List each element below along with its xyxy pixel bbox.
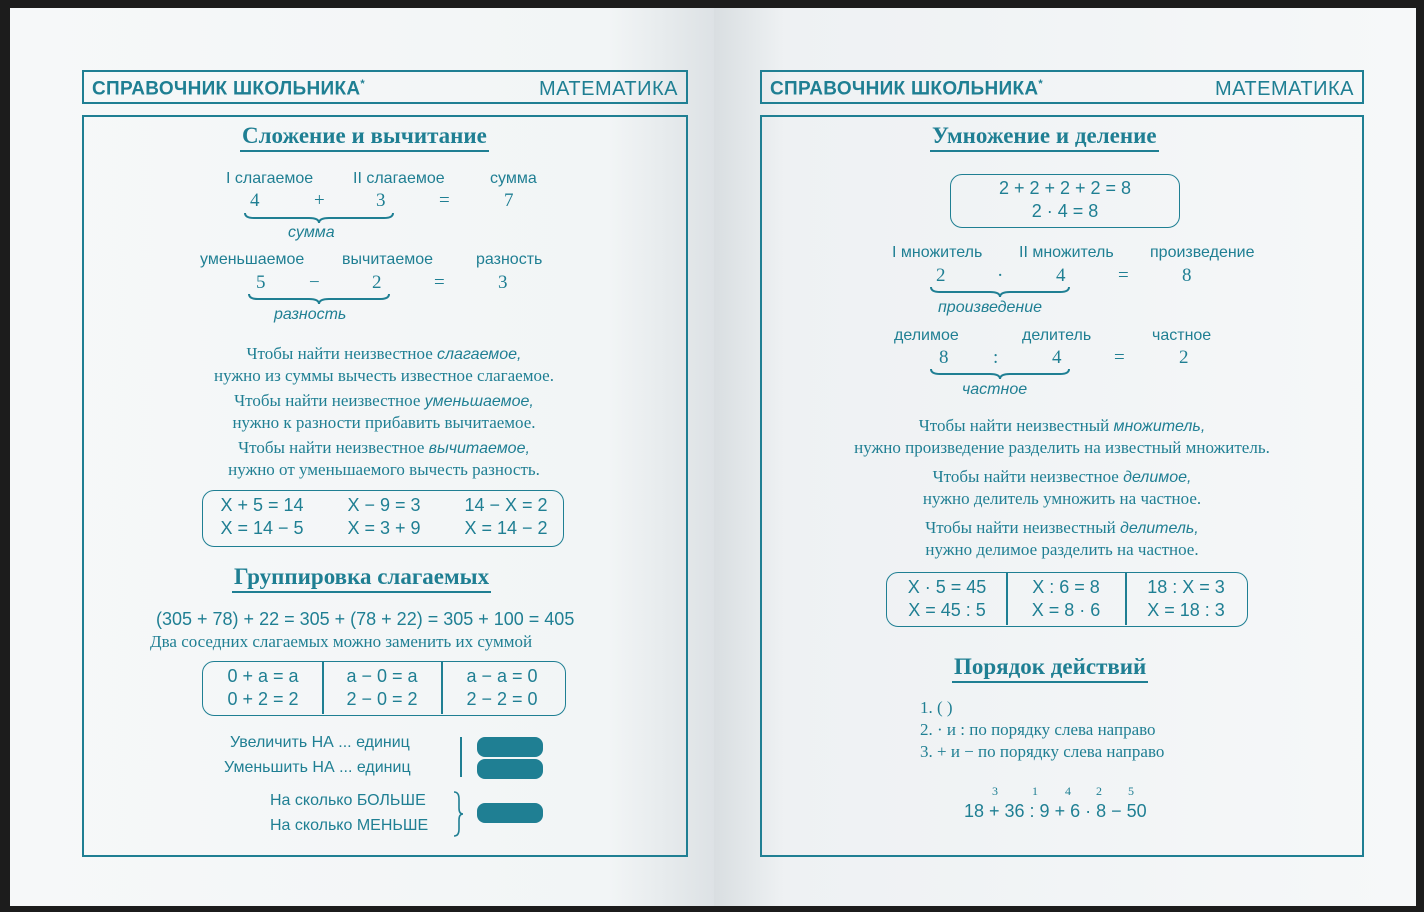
header-subject: МАТЕМАТИКА (1214, 78, 1354, 100)
dividend-value: 8 (939, 347, 949, 368)
less-label: На сколько МЕНЬШЕ (270, 817, 429, 834)
multiplication-examples-table (886, 572, 1248, 627)
sum-value: 7 (504, 190, 514, 211)
label-subtrahend: вычитаемое (342, 251, 434, 268)
grouping-formula: (305 + 78) + 22 = 305 + (78 + 22) = 305 + 100 = 405 (156, 609, 575, 629)
sum-brace-label: сумма (288, 224, 335, 241)
more-label: На сколько БОЛЬШЕ (270, 792, 426, 809)
example-1: X · 5 = 45 X = 45 : 5 (907, 577, 987, 620)
example-3: 14 − X = 2 X = 14 − 2 (464, 495, 548, 538)
equals-sign: = (1114, 347, 1125, 368)
minuend-value: 5 (256, 272, 266, 293)
order-step: 3. + и − по порядку слева направо (920, 742, 1165, 761)
left-page (10, 8, 714, 906)
example-3: 18 : X = 3 X = 18 : 3 (1147, 577, 1225, 620)
equals-sign: = (439, 190, 450, 211)
label-factor-1: I множитель (892, 244, 983, 261)
label-dividend: делимое (894, 327, 959, 344)
right-header (760, 70, 1364, 104)
bracket-line (460, 737, 462, 777)
difference-brace-label: разность (274, 306, 347, 323)
order-step: 1. ( ) (920, 698, 953, 717)
step-number: 4 (1065, 784, 1071, 798)
rule-dividend: Чтобы найти неизвестное делимое, нужно делитель умножить на частное. (922, 467, 1202, 508)
rule-addend: Чтобы найти неизвестное слагаемое, нужно из суммы вычесть известное слагаемое. (214, 344, 554, 385)
right-page (714, 8, 1416, 906)
colon-sign: : (993, 347, 999, 368)
label-sum: сумма (490, 170, 537, 187)
quotient-value: 2 (1179, 347, 1189, 368)
product-value: 8 (1182, 265, 1192, 286)
minus-sign: − (309, 272, 320, 293)
label-addend-1: I слагаемое (226, 170, 314, 187)
header-subject: МАТЕМАТИКА (538, 78, 678, 100)
addend-1-value: 4 (250, 190, 260, 211)
multiplication-example-box (950, 174, 1180, 228)
addition-title: Сложение и вычитание (240, 123, 489, 152)
order-title: Порядок действий (952, 654, 1148, 683)
rule-subtrahend: Чтобы найти неизвестное вычитаемое, нужно от уменьшаемого вычесть разность. (228, 438, 540, 479)
label-addend-2: II слагаемое (353, 170, 445, 187)
table-cell: 0 + a = a 0 + 2 = 2 (227, 666, 299, 709)
left-header (82, 70, 688, 104)
order-steps (920, 697, 1164, 763)
left-content-frame (82, 115, 688, 857)
step-number: 5 (1128, 784, 1134, 798)
header-title: СПРАВОЧНИК ШКОЛЬНИКА* (770, 78, 1044, 100)
order-step: 2. · и : по порядку слева направо (920, 720, 1156, 739)
decrease-label: Уменьшить НА ... единиц (224, 759, 411, 776)
quotient-brace-icon (930, 368, 1070, 380)
label-minuend: уменьшаемое (200, 251, 305, 268)
step-number: 3 (992, 784, 998, 798)
addend-2-value: 3 (376, 190, 386, 211)
example-2: X : 6 = 8 X = 8 · 6 (1031, 577, 1101, 620)
dot-sign: · (997, 265, 1004, 286)
difference-value: 3 (498, 272, 508, 293)
sum-brace-icon (244, 212, 394, 224)
step-number: 1 (1032, 784, 1038, 798)
grouping-table (202, 661, 566, 716)
grouping-title: Группировка слагаемых (232, 564, 491, 593)
right-content-frame (760, 115, 1364, 857)
label-difference: разность (476, 251, 543, 268)
open-book (10, 8, 1416, 906)
quotient-brace-label: частное (962, 381, 1028, 398)
difference-answer-box (477, 803, 543, 823)
product-brace-label: произведение (938, 299, 1042, 316)
example-lines: 2 + 2 + 2 + 2 = 8 2 · 4 = 8 (998, 178, 1132, 221)
divisor-value: 4 (1052, 347, 1062, 368)
right-brace-icon (452, 791, 464, 837)
decrease-answer-box (477, 759, 543, 779)
rule-divisor: Чтобы найти неизвестный делитель, нужно делимое разделить на частное. (925, 518, 1199, 559)
rule-minuend: Чтобы найти неизвестное уменьшаемое, нужно к разности прибавить вычитаемое. (232, 391, 536, 432)
example-1: X + 5 = 14 X = 14 − 5 (220, 495, 304, 538)
order-expression: 18 + 36 : 9 + 6 · 8 − 50 (964, 801, 1147, 821)
label-factor-2: II множитель (1019, 244, 1114, 261)
table-cell: a − a = 0 2 − 2 = 0 (466, 666, 538, 709)
multiplication-title: Умножение и деление (930, 123, 1159, 152)
equals-sign: = (434, 272, 445, 293)
grouping-caption: Два соседних слагаемых можно заменить их суммой (150, 632, 533, 651)
example-2: X − 9 = 3 X = 3 + 9 (347, 495, 421, 538)
difference-brace-icon (248, 293, 390, 305)
step-number: 2 (1096, 784, 1102, 798)
table-cell: a − 0 = a 2 − 0 = 2 (346, 666, 418, 709)
label-product: произведение (1150, 244, 1255, 261)
rule-factor: Чтобы найти неизвестный множитель, нужно произведение разделить на известный множитель. (854, 416, 1270, 457)
product-brace-icon (930, 286, 1070, 298)
label-divisor: делитель (1022, 327, 1092, 344)
increase-label: Увеличить НА ... единиц (230, 734, 410, 751)
factor-2-value: 4 (1056, 265, 1066, 286)
increase-answer-box (477, 737, 543, 757)
plus-sign: + (314, 190, 325, 211)
label-quotient: частное (1152, 327, 1212, 344)
header-title: СПРАВОЧНИК ШКОЛЬНИКА* (92, 78, 366, 100)
subtrahend-value: 2 (372, 272, 382, 293)
equals-sign: = (1118, 265, 1129, 286)
factor-1-value: 2 (936, 265, 946, 286)
addition-examples-box (202, 490, 564, 547)
